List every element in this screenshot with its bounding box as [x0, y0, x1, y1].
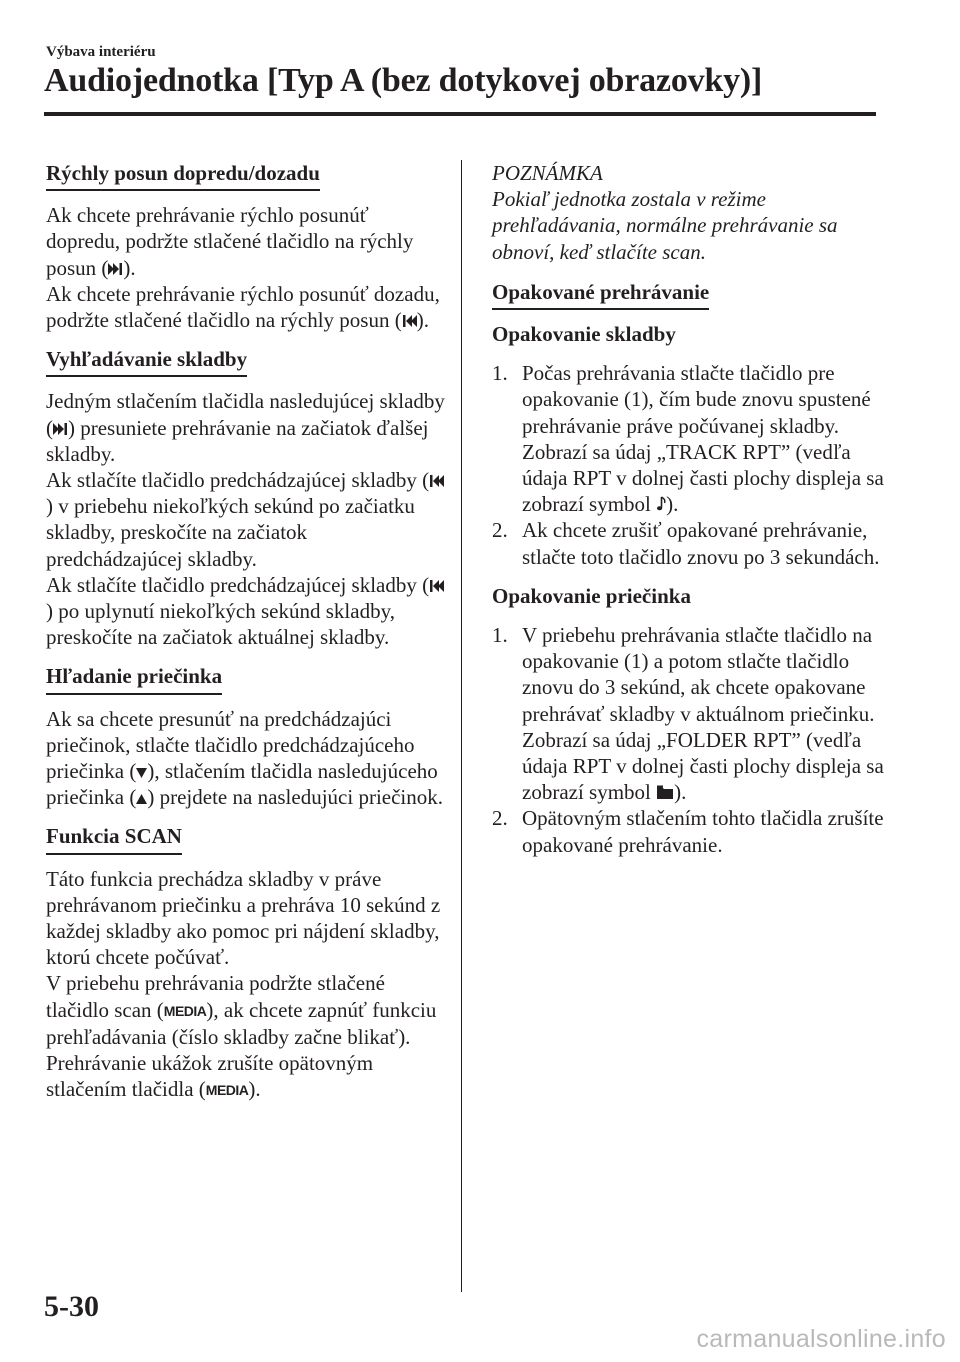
next-track-icon [108, 262, 123, 276]
previous-track-icon [429, 474, 444, 488]
list-item: 1. V priebehu prehrávania stlačte tlačidlo na opakovanie (1) a potom stlačte tlačidlo znovu do 3 sekúnd, ak chcete opakovane prehrávať skladby v aktuálnom priečinku. Zobrazí sa údaj „FOLDER RPT” (vedľa údaja RPT v dolnej časti plochy displeja sa zobrazí symbol ). [492, 623, 884, 805]
page-title: Audiojednotka [Typ A (bez dotykovej obrazovky)] [44, 62, 763, 99]
heading-folder-search: Hľadanie priečinka [46, 663, 222, 694]
music-note-icon [656, 496, 666, 512]
left-column [46, 160, 446, 1117]
heading-scan: Funkcia SCAN [46, 823, 182, 854]
previous-track-icon [402, 314, 417, 328]
watermark: carmanualsonline.info [696, 1325, 946, 1353]
triangle-up-icon [136, 793, 147, 805]
media-button-icon: MEDIA [163, 1002, 207, 1019]
list-item: 2. Ak chcete zrušiť opakované prehrávanie, stlačte toto tlačidlo znovu po 3 sekundách. [492, 518, 880, 569]
list-item: 2. Opätovným stlačením tohto tlačidla zrušíte opakované prehrávanie. [492, 806, 884, 857]
paragraph-scan: Táto funkcia prechádza skladby v práve prehrávanom priečinku a prehráva 10 sekúnd z každej skladby ako pomoc pri nájdení skladby, ktorú chcete počúvať. V priebehu prehrávania podržte stlačené tlačidlo scan (MEDIA), ak chcete zapnúť funkciu prehľadávania (číslo skladby začne blikať). Prehrávanie ukážok zrušíte opätovným stlačením tlačidla (MEDIA). [46, 866, 446, 1104]
note-text: Pokiaľ jednotka zostala v režime prehľadávania, normálne prehrávanie sa obnoví, keď stlačíte scan. [492, 187, 838, 264]
note-block [492, 160, 884, 265]
previous-track-icon [429, 579, 444, 593]
triangle-down-icon [136, 767, 147, 779]
right-column [492, 160, 884, 871]
column-divider [461, 160, 462, 1292]
paragraph-folder-search: Ak sa chcete presunúť na predchádzajúci priečinok, stlačte tlačidlo predchádzajúceho priečinka ( ), stlačením tlačidla nasledujúceho priečinka ( ) prejdete na nasledujúci priečinok. [46, 706, 444, 810]
page-number: 5-30 [44, 1290, 99, 1323]
header-divider [44, 112, 876, 116]
paragraph-fast-forward: Ak chcete prehrávanie rýchlo posunúť dopredu, podržte stlačené tlačidlo na rýchly posun ( ). Ak chcete prehrávanie rýchlo posunúť dozadu, podržte stlačené tlačidlo na rýchly posun ( ). [46, 203, 440, 333]
next-track-icon [53, 422, 68, 436]
subheading-track-repeat: Opakovanie skladby [492, 322, 676, 347]
note-title: POZNÁMKA [492, 161, 603, 185]
section-label: Výbava interiéru [46, 44, 156, 60]
heading-fast-forward: Rýchly posun dopredu/dozadu [46, 160, 320, 191]
folder-icon [656, 784, 674, 800]
list-item: 1. Počas prehrávania stlačte tlačidlo pre opakovanie (1), čím bude znovu spustené prehrávanie práve počúvanej skladby. Zobrazí sa údaj „TRACK RPT” (vedľa údaja RPT v dolnej časti plochy displeja sa zobrazí symbol ). [492, 361, 884, 517]
heading-repeat-playback: Opakované prehrávanie [492, 279, 709, 310]
paragraph-track-search: Jedným stlačením tlačidla nasledujúcej skladby ( ) presuniete prehrávanie na začiatok ďalšej skladby. Ak stlačíte tlačidlo predchádzajúcej skladby () v priebehu niekoľkých sekúnd po začiatku skladby, preskočíte na začiatok predchádzajúcej skladby. Ak stlačíte tlačidlo predchádzajúcej skladby () po uplynutí niekoľkých sekúnd skladby, preskočíte na začiatok aktuálnej skladby. [46, 389, 445, 650]
subheading-folder-repeat: Opakovanie priečinka [492, 583, 691, 608]
list-track-repeat [492, 360, 884, 570]
heading-track-search: Vyhľadávanie skladby [46, 346, 247, 377]
media-button-icon: MEDIA [205, 1082, 249, 1099]
list-folder-repeat [492, 622, 884, 858]
